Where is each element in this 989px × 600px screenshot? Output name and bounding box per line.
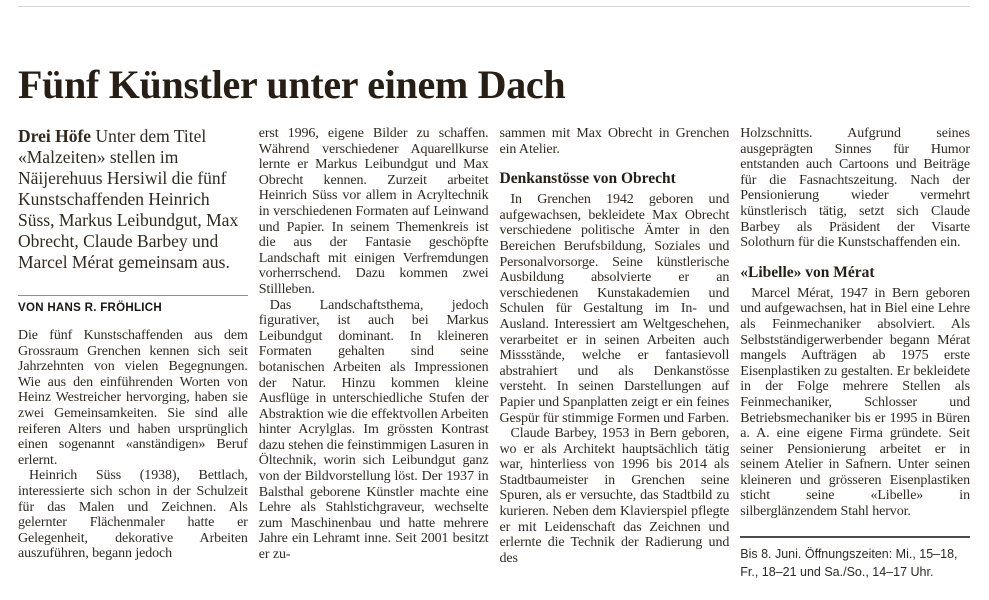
- paragraph: erst 1996, eigene Bilder zu schaffen. Während verschiedener Aquarellkurse lernte er Markus Leibundgut und Max Obrecht kennen. Zurzeit arbeitet Heinrich Süss vor allem in Acryltechnik in verschiedenen Formaten auf Leinwand und Papier. In seinem Themenkreis ist die aus der Fantasie geschöpfte Landschaft mit einigen Verfremdungen vorherrschend. Dazu kommen zwei Stillleben.: [258, 126, 489, 297]
- paragraph: Marcel Mérat, 1947 in Bern geboren und aufgewachsen, hat in Biel eine Lehre als Feinmechaniker absolviert. Als Selbstständigerwerbender begann Mérat mangels Aufträgen ab 1975 erste Eisenplastiken zu gestalten. Er bekleidete in der Folge mehrere Stellen als Feinmechaniker, Schlosser und Betriebsmechaniker bis er 1995 in Büren a. A. eine eigene Firma gründete. Seit seiner Pensionierung arbeitet er in seinem Atelier in Safnern. Unter seinen kleineren und grösseren Eisenplastiken sticht seine «Libelle» in silberglänzendem Stahl hervor.: [740, 285, 970, 520]
- byline-divider: [18, 295, 248, 296]
- subhead-merat: «Libelle» von Mérat: [740, 263, 875, 281]
- paragraph: Die fünf Kunstschaffenden aus dem Grossraum Grenchen kennen sich seit Jahrzehnten von vielen Begegnungen. Wie aus den einführenden Worten von Heinz Westreicher hervorging, haben sie zwei Gemeinsamkeiten. Sie sind alle reiferen Alters und haben ursprünglich einen sogenannt «anständigen» Beruf erlernt.: [18, 328, 248, 468]
- column-2: [259, 126, 489, 581]
- paragraph: Claude Barbey, 1953 in Bern geboren, wo er als Architekt hauptsächlich tätig war, hinterliess von 1996 bis 2014 als Stadtbaumeister in Grenchen seine Spuren, als er versuchte, das Stadtbild zu kurieren. Neben dem Klavierspiel pflegte er mit Leidenschaft das Zeichnen und erlernte die Technik der Radierung und des: [499, 426, 730, 566]
- article-headline: Fünf Künstler unter einem Dach: [18, 62, 566, 107]
- paragraph: In Grenchen 1942 geboren und aufgewachsen, bekleidete Max Obrecht verschiedene politische Ämter in den Bereichen Berufsbildung, Soziales und Personalvorsorge. Seine künstlerische Ausbildung absolvierte er an verschiedenen Kunstakademien und Schulen für Gestaltung im In- und Ausland. Interessiert am Weltgeschehen, verarbeitet er in seinen Arbeiten auch Missstände, welche er fantasievoll abstrahiert und als Denkanstösse versteht. In seinen Darstellungen auf Papier und Spanplatten zeigt er ein feines Gespür für stimmige Formen und Farben.: [499, 192, 730, 426]
- byline: VON HANS R. FRÖHLICH: [18, 302, 162, 314]
- paragraph: Heinrich Süss (1938), Bettlach, interessierte sich schon in der Schulzeit für das Malen und Zeichnen. Als gelernter Flächenmaler hatte er Gelegenheit, dekorative Arbeiten auszuführen, begann jedoch: [18, 468, 248, 562]
- paragraph: sammen mit Max Obrecht in Grenchen ein Atelier.: [499, 126, 730, 157]
- article-columns: [18, 126, 970, 581]
- exhibition-info-note: Bis 8. Juni. Öffnungszeiten: Mi., 15–18, Fr., 18–21 und Sa./So., 14–17 Uhr.: [740, 546, 958, 579]
- footer-divider: [740, 536, 970, 538]
- paragraph: Das Landschaftsthema, jedoch figurativer, ist auch bei Markus Leibundgut dominant. In kleineren Formaten gehalten sind seine botanischen Arbeiten als Impressionen der Natur. Hinzu kommen kleine Ausflüge in unterschiedliche Stufen der Abstraktion wie die effektvollen Arbeiten hinter Acrylglas. Im grössten Kontrast dazu stehen die feinstimmigen Lasuren in Öltechnik, worin sich Leibundgut ganz von der Bildvorstellung löst. Der 1937 in Balsthal geborene Künstler machte eine Lehre als Stahlstichgraveur, wechselte zum Maschinenbau und hatte mehrere Jahre ein Lehramt inne. Seit 2001 besitzt er zu-: [258, 297, 489, 563]
- top-divider: [18, 6, 970, 7]
- lead-topic-label: Drei Höfe: [18, 126, 92, 146]
- subhead-obrecht: Denkanstösse von Obrecht: [499, 170, 676, 188]
- column-1: [18, 126, 248, 581]
- column-3: [500, 126, 730, 581]
- lead-text: Unter dem Titel «Malzeiten» stellen im Näijerehuus Hersiwil die fünf Kunstschaffenden Heinrich Süss, Markus Leibundgut, Max Obrecht, Claude Barbey und Marcel Mérat gemeinsam aus.: [18, 126, 239, 272]
- lead-paragraph: [18, 126, 248, 273]
- column-4: [740, 126, 970, 581]
- paragraph: Holzschnitts. Aufgrund seines ausgeprägten Sinnes für Humor entstanden auch Cartoons und Beiträge für die Fasnachtszeitung. Nach der Pensionierung wieder vermehrt künstlerisch tätig, setzt sich Claude Barbey als Präsident der Visarte Solothurn für die Kunstschaffenden ein.: [740, 126, 970, 251]
